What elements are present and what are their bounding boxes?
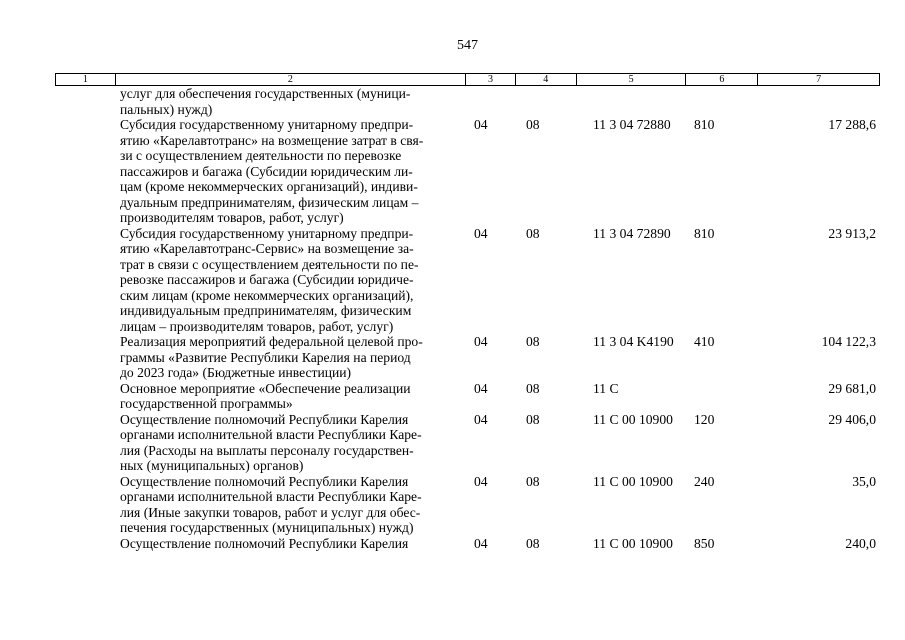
- row-description: [120, 474, 470, 536]
- amount-value: 240,0: [845, 535, 876, 551]
- text-line: лия (Расходы на выплаты персоналу государствен-: [120, 442, 414, 458]
- target-article-code: 11 3 04 K4190: [593, 334, 674, 349]
- table-body: [55, 86, 880, 551]
- section-code: 04: [474, 473, 488, 489]
- text-line: печения государственных (муниципальных) нужд): [120, 520, 414, 535]
- text-line: зи с осуществлением деятельности по перевозке: [120, 148, 402, 163]
- text-line: лицам – производителям товаров, работ, услуг): [120, 318, 394, 334]
- text-line: лия (Иные закупки товаров, работ и услуг для обес-: [120, 504, 421, 520]
- table-row: [55, 226, 880, 335]
- continuation-row: [55, 86, 880, 117]
- page-number: 547: [457, 38, 478, 53]
- text-line: индивидуальным предпринимателям, физическим: [120, 303, 412, 318]
- subsection-code: 08: [526, 334, 540, 349]
- target-article-code: 11 С: [593, 380, 619, 396]
- subsection-code: 08: [526, 535, 540, 551]
- target-article-code: 11 3 04 72880: [593, 117, 671, 132]
- subsection-code: 08: [526, 411, 540, 427]
- text-line: дуальным предпринимателям, физическим лицам –: [120, 194, 419, 210]
- text-line: ревозке пассажиров и багажа (Субсидии юридиче-: [120, 272, 414, 287]
- text-line: ных (муниципальных) органов): [120, 458, 304, 473]
- text-line: Субсидия государственному унитарному предпри-: [120, 225, 414, 241]
- subsection-code: 08: [526, 473, 540, 489]
- row-description: [120, 117, 470, 226]
- header-cell-1: 1: [56, 74, 116, 85]
- expense-type-code: 410: [694, 334, 715, 349]
- text-line: производителям товаров, работ, услуг): [120, 210, 344, 225]
- amount-value: 35,0: [852, 473, 876, 489]
- text-line: ятию «Карелавтотранс» на возмещение затрат в свя-: [120, 132, 424, 148]
- text-line: ятию «Карелавтотранс-Сервис» на возмещение за-: [120, 241, 414, 256]
- text-line: цам (кроме некоммерческих организаций), индиви-: [120, 179, 418, 194]
- row-description: [120, 536, 470, 552]
- amount-value: 17 288,6: [828, 117, 876, 132]
- header-cell-3: 3: [466, 74, 516, 85]
- amount-value: 23 913,2: [828, 225, 876, 241]
- header-cell-2: 2: [116, 74, 466, 85]
- expense-type-code: 810: [694, 225, 715, 241]
- column-number-header: [55, 73, 880, 86]
- text-line: пальных) нужд): [120, 101, 213, 117]
- section-code: 04: [474, 535, 488, 551]
- row-description: [120, 381, 470, 412]
- amount-value: 29 406,0: [828, 411, 876, 427]
- expense-type-code: 120: [694, 411, 715, 427]
- target-article-code: 11 3 04 72890: [593, 225, 671, 241]
- subsection-code: 08: [526, 380, 540, 396]
- expense-type-code: 240: [694, 473, 715, 489]
- table-row: [55, 412, 880, 474]
- subsection-code: 08: [526, 225, 540, 241]
- amount-value: 29 681,0: [828, 380, 876, 396]
- budget-table: [55, 73, 880, 551]
- subsection-code: 08: [526, 117, 540, 132]
- expense-type-code: 810: [694, 117, 715, 132]
- header-cell-4: 4: [516, 74, 577, 85]
- text-line: органами исполнительной власти Республики Каре-: [120, 427, 422, 442]
- table-row: [55, 117, 880, 226]
- text-line: до 2023 года» (Бюджетные инвестиции): [120, 365, 352, 380]
- section-code: 04: [474, 225, 488, 241]
- text-line: Осуществление полномочий Республики Карелия: [120, 473, 409, 489]
- text-line: государственной программы»: [120, 396, 293, 411]
- header-cell-5: 5: [577, 74, 687, 85]
- text-line: Осуществление полномочий Республики Карелия: [120, 411, 409, 427]
- target-article-code: 11 С 00 10900: [593, 473, 673, 489]
- text-line: Субсидия государственному унитарному предпри-: [120, 117, 414, 132]
- header-cell-7: 7: [816, 74, 822, 85]
- table-row: [55, 381, 880, 412]
- text-line: органами исполнительной власти Республики Каре-: [120, 489, 422, 504]
- section-code: 04: [474, 380, 488, 396]
- text-line: трат в связи с осуществлением деятельности по пе-: [120, 256, 419, 272]
- table-row: [55, 334, 880, 381]
- table-row: [55, 536, 880, 552]
- text-line: граммы «Развитие Республики Карелия на период: [120, 349, 411, 365]
- text-line: услуг для обеспечения государственных (муници-: [120, 86, 411, 101]
- amount-value: 104 122,3: [821, 334, 876, 349]
- text-line: Осуществление полномочий Республики Карелия: [120, 535, 409, 551]
- text-line: Основное мероприятие «Обеспечение реализации: [120, 380, 411, 396]
- row-description: [120, 334, 470, 381]
- target-article-code: 11 С 00 10900: [593, 535, 673, 551]
- section-code: 04: [474, 334, 488, 349]
- text-line: Реализация мероприятий федеральной целевой про-: [120, 334, 423, 349]
- text-line: ским лицам (кроме некоммерческих организаций),: [120, 287, 414, 303]
- target-article-code: 11 С 00 10900: [593, 411, 673, 427]
- row-description: [120, 226, 470, 335]
- section-code: 04: [474, 411, 488, 427]
- table-row: [55, 474, 880, 536]
- expense-type-code: 850: [694, 535, 715, 551]
- section-code: 04: [474, 117, 488, 132]
- row-description: [120, 412, 470, 474]
- header-cell-6: 6: [686, 74, 758, 85]
- continuation-text: [120, 86, 470, 117]
- text-line: пассажиров и багажа (Субсидии юридическим ли-: [120, 163, 413, 179]
